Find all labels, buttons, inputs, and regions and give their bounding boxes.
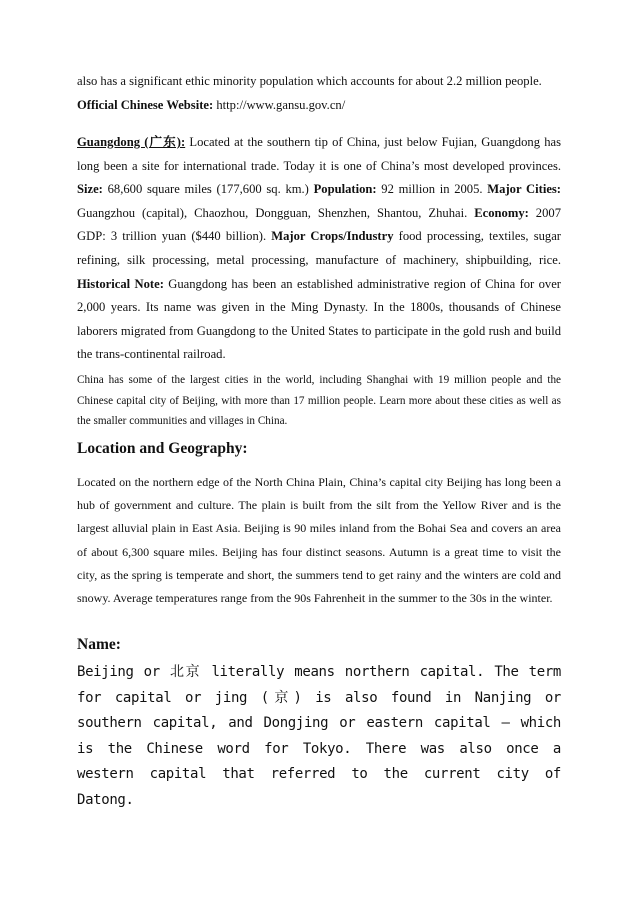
cities-value: Guangzhou (capital), Chaozhou, Dongguan, Shenzhen, Shantou, Zhuhai. — [77, 205, 475, 220]
name-body: Beijing or 北京 literally means northern capital. The term for capital or jing (京) is also found in Nanjing or southern capital, and Dongjing or eastern capital – which is the Chinese word for Tokyo. There was also once a western capital that referred to the current city of Datong. — [77, 664, 561, 808]
size-value: 68,600 square miles (177,600 sq. km.) — [102, 182, 314, 197]
size-label: Size: — [77, 182, 103, 197]
guangdong-intro: Located at the southern tip of China, just below Fujian, Guangdong has long been a site for international trade. Today it is one of China’s most developed provinces. — [77, 135, 561, 173]
gansu-population-text: also has a significant ethic minority population which accounts for about 2.2 million people. — [77, 74, 542, 88]
economy-label: Economy: — [474, 205, 529, 220]
name-heading: Name: — [77, 636, 121, 653]
website-url[interactable]: http://www.gansu.gov.cn/ — [216, 98, 346, 112]
crops-value: food processing, textiles, sugar refining, silk processing, metal processing, manufacture of machinery, shipbuilding, rice. — [77, 229, 561, 267]
guangdong-paragraph — [77, 131, 561, 367]
economy-value: 2007 GDP: 3 trillion yuan ($440 billion). — [77, 205, 561, 244]
population-value: 92 million in 2005. — [376, 182, 488, 197]
population-label: Population: — [313, 182, 377, 197]
crops-label: Major Crops/Industry — [271, 229, 394, 244]
history-label: Historical Note: — [77, 276, 164, 291]
location-heading: Location and Geography: — [77, 440, 248, 457]
gansu-paragraph-end — [77, 69, 561, 117]
cities-label: Major Cities: — [487, 182, 562, 197]
cities-paragraph: China has some of the largest cities in the world, including Shanghai with 19 million people and the Chinese capital city of Beijing, with more than 17 million people. Learn more about these cities as well as the smaller communities and villages in China. — [77, 374, 561, 427]
guangdong-title: Guangdong (广东): — [77, 135, 186, 149]
history-value: Guangdong has been an established administrative region of China for over 2,000 years. Its name was given in the Ming Dynasty. In the 1800s, thousands of Chinese laborers migrated from Guangdong to the United States to participate in the gold rush and build the trans-continental railroad. — [77, 276, 561, 362]
location-body: Located on the northern edge of the North China Plain, China’s capital city Beijing has long been a hub of government and culture. The plain is built from the silt from the Yellow River and is the largest alluvial plain in East Asia. Beijing is 90 miles inland from the Bohai Sea and covers an area of about 6,300 square miles. Beijing has four distinct seasons. Autumn is a great time to visit the city, as the spring is temperate and short, the summers tend to get rainy and the winters are cold and snowy. Average temperatures range from the 90s Fahrenheit in the summer to the 30s in the winter. — [77, 475, 561, 606]
website-label: Official Chinese Website: — [77, 98, 214, 112]
